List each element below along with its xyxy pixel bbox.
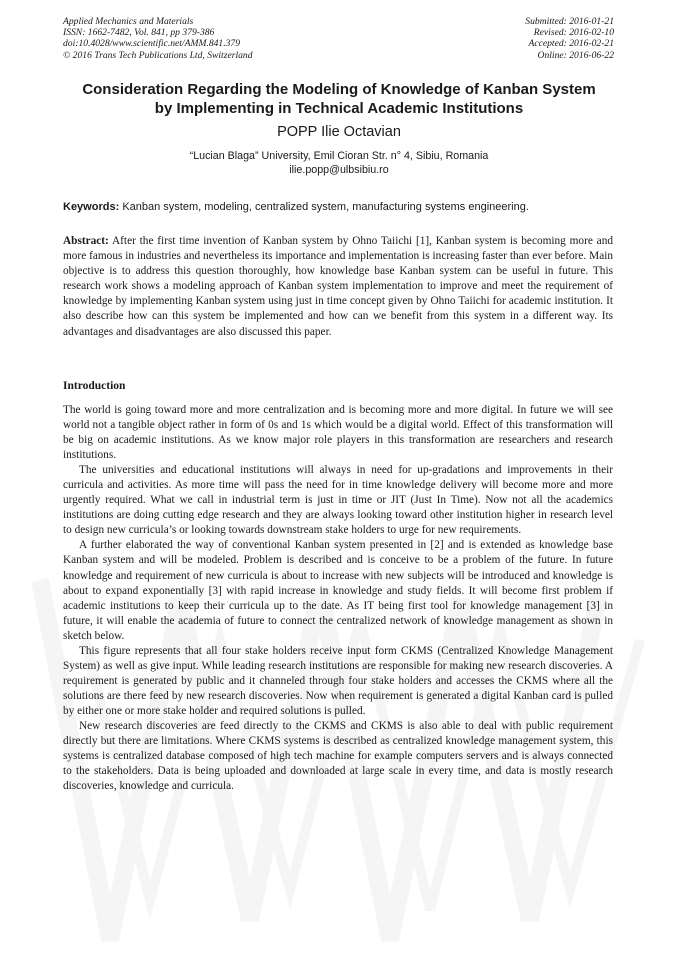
submitted-date: Submitted: 2016-01-21 xyxy=(525,16,614,27)
issn-line: ISSN: 1662-7482, Vol. 841, pp 379-386 xyxy=(63,27,215,39)
paragraph: The world is going toward more and more centralization and is becoming more and more digital. In future we will see world not a tangible object rather in form of 0s and 1s which would be a digital world. Effect of this transformation will be big on academic institutions. As we know major role players in this transformation are researchers and research institutions. xyxy=(63,404,613,462)
affiliation-block xyxy=(0,149,678,177)
paragraph: New research discoveries are feed directly to the CKMS and CKMS is also able to deal with public requirement directly but there are limitations. Where CKMS systems is described as centralized knowledge management system, this systems is centralized database composed of high tech machine for example computers servers and is always connected to the stakeholders. Data is being uploaded and downloaded at large scale in every time, and data is mostly research discoveries, knowledge and curricula. xyxy=(63,719,613,793)
title-line-2: by Implementing in Technical Academic Institutions xyxy=(154,100,524,117)
journal-name: Applied Mechanics and Materials xyxy=(63,16,194,27)
section-heading-introduction: Introduction xyxy=(63,380,126,392)
keywords-label: Keywords: xyxy=(63,201,120,213)
abstract-text: After the first time invention of Kanban system by Ohno Taiichi [1], Kanban system is becoming more and more famous in industries and nevertheless its importance and implementation is increasing faster than ever before. Main objective is to address this question thoroughly, how knowledge base Kanban system can be useful in future. This research work shows a modeling approach of Kanban system implementation to improve and meet the requirement of knowledge by implementing Kanban system using just in time concept given by Ohno Taiichi for academic institution. It also describe how can this system be implemented and how can we benefit from this system in a different way. Its advantages and disadvantages are also discussed this paper. xyxy=(63,235,613,338)
keywords-text: Kanban system, modeling, centralized system, manufacturing systems engineering. xyxy=(122,201,529,213)
title-line-1: Consideration Regarding the Modeling of Knowledge of Kanban System xyxy=(82,81,596,98)
accepted-date: Accepted: 2016-02-21 xyxy=(528,38,614,50)
affiliation: “Lucian Blaga” University, Emil Cioran Str. n° 4, Sibiu, Romania xyxy=(189,150,489,162)
journal-header xyxy=(63,16,253,61)
author-email: ilie.popp@ulbsibiu.ro xyxy=(289,164,389,176)
copyright-line: © 2016 Trans Tech Publications Ltd, Switzerland xyxy=(63,49,253,61)
abstract-label: Abstract: xyxy=(63,235,109,247)
abstract xyxy=(63,234,613,340)
doi-line: doi:10.4028/www.scientific.net/AMM.841.379 xyxy=(63,38,241,50)
dates-header xyxy=(525,16,614,61)
paragraph: A further elaborated the way of conventional Kanban system presented in [2] and is extended as knowledge base Kanban system and will be modeled. Problem is described and is conceive to be a problem of the future. In future knowledge and requirement of new curricula is about to increase with new subjects will be introduced and knowledge is about to expand exponentially [3] with rapid increase in knowledge and study fields. It will become first problem if academic institutions to keep their curricula up to the date. As IT being first tool for knowledge management [3] in future, it will enable the academia of future to connect the centralized network of knowledge management as shown in sketch below. xyxy=(63,539,613,642)
paper-title xyxy=(50,80,628,118)
author-name: POPP Ilie Octavian xyxy=(277,124,401,140)
introduction-body xyxy=(63,403,613,794)
paragraph: This figure represents that all four stake holders receive input form CKMS (Centralized Knowledge Management System) as well as give input. While leading research institutions are responsible for making new research discoveries. A requirement is generated by public and it channeled through four stake holders and accesses the CKMS where all the solutions are there feed by new research discoveries. Now when requirement is generated a digital Kanban card is pulled by either one or more stake holder and required solutions is pulled. xyxy=(63,644,613,717)
online-date: Online: 2016-06-22 xyxy=(537,49,614,61)
keywords xyxy=(63,200,623,214)
revised-date: Revised: 2016-02-10 xyxy=(533,27,614,39)
paragraph: The universities and educational institutions will always in need for up-gradations and improvements in their curricula and activities. As more time will pass the need for in time knowledge delivery will become more and more urgently required. What we call in industrial term is just in time or JIT (Just In Time). Now not all the academics institutions are doing cutting edge research and they are always looking toward other institution higher in research level to design new curricula’s or looking towards downstream stake holders to urge for new requirements. xyxy=(63,464,613,537)
